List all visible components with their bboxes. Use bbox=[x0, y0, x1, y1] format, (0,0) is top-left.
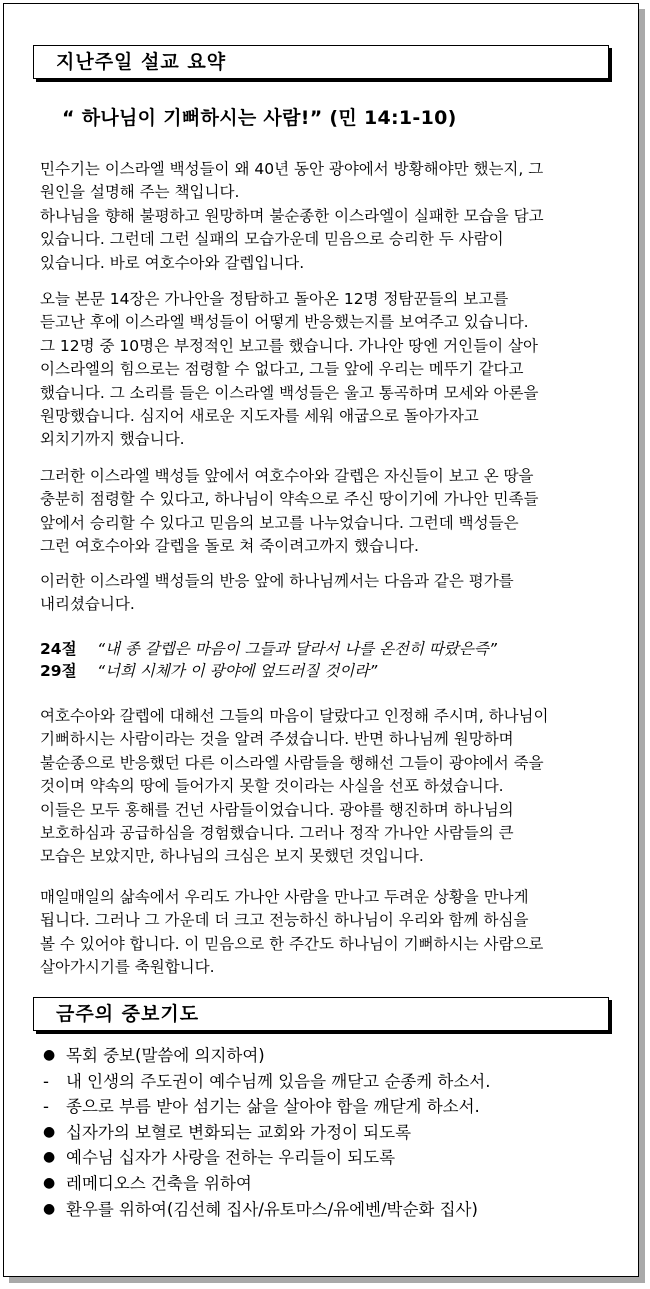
prayer-item bbox=[43, 1094, 491, 1120]
prayer-item bbox=[43, 1197, 491, 1223]
text-line: 불순종으로 반응했던 다른 이스라엘 사람들을 행해선 그들이 광야에서 죽을 bbox=[40, 753, 544, 772]
text-line: 했습니다. 그 소리를 들은 이스라엘 백성들은 울고 통곡하며 모세와 아론을 bbox=[40, 383, 539, 402]
verse-text: “너희 시체가 이 광야에 엎드러질 것이라” bbox=[97, 662, 378, 680]
text-line: 이러한 이스라엘 백성들의 반응 앞에 하나님께서는 다음과 같은 평가를 bbox=[40, 572, 514, 590]
prayer-text: 십자가의 보혈로 변화되는 교회와 가정이 되도록 bbox=[66, 1122, 412, 1142]
sermon-title: “ 하나님이 기뻐하시는 사람!” (민 14:1-10) bbox=[62, 107, 457, 129]
text-line: 충분히 점령할 수 있다고, 하나님이 약속으로 주신 땅이기에 가나안 민족들 bbox=[40, 490, 539, 509]
text-line: 오늘 본문 14장은 가나안을 정탐하고 돌아온 12명 정탐꾼들의 보고를 bbox=[40, 290, 509, 308]
prayer-text: 환우를 위하여(김선혜 집사/유토마스/유에벤/박순화 집사) bbox=[66, 1199, 478, 1219]
bullet-icon: ● bbox=[43, 1123, 56, 1140]
text-line: 그러한 이스라엘 백성들 앞에서 여호수아와 갈렙은 자신들이 보고 온 땅을 bbox=[40, 467, 534, 485]
prayer-item bbox=[43, 1120, 491, 1146]
verse-number: 24절 bbox=[40, 640, 77, 658]
text-line: 그런 여호수아와 갈렙을 돌로 쳐 죽이려고까지 했습니다. bbox=[40, 537, 419, 556]
text-line: 외치기까지 했습니다. bbox=[40, 430, 185, 449]
bullet-icon: ● bbox=[43, 1200, 56, 1217]
prayer-text: 목회 중보(말씀에 의지하여) bbox=[66, 1046, 265, 1065]
prayer-item bbox=[43, 1043, 491, 1069]
dash-icon: - bbox=[43, 1097, 49, 1117]
text-line: 있습니다. 바로 여호수아와 갈렙입니다. bbox=[40, 253, 305, 272]
verse-list bbox=[40, 638, 497, 682]
sermon-paragraph-1 bbox=[40, 158, 620, 275]
text-line: 앞에서 승리할 수 있다고 믿음의 보고를 나누었습니다. 그런데 백성들은 bbox=[40, 513, 519, 532]
prayer-text: 종으로 부름 받아 섬기는 삶을 살아야 함을 깨닫게 하소서. bbox=[66, 1097, 480, 1117]
sermon-section-header: 지난주일 설교 요약 bbox=[33, 45, 609, 79]
sermon-paragraph-4 bbox=[40, 570, 620, 617]
prayer-item bbox=[43, 1171, 491, 1197]
verse-item bbox=[40, 660, 497, 682]
bullet-icon: ● bbox=[43, 1047, 56, 1063]
text-line: 이스라엘의 힘으로는 점령할 수 없다고, 그들 앞에 우리는 메뚜기 같다고 bbox=[40, 360, 524, 379]
verse-item bbox=[40, 638, 497, 660]
text-line: 기뻐하시는 사람이라는 것을 알려 주셨습니다. 반면 하나님께 원망하며 bbox=[40, 730, 514, 749]
text-line: 매일매일의 삶속에서 우리도 가나안 사람을 만나고 두려운 상황을 만나게 bbox=[40, 888, 529, 906]
prayer-item bbox=[43, 1145, 491, 1171]
text-line: 있습니다. 그런데 그런 실패의 모습가운데 믿음으로 승리한 두 사람이 bbox=[40, 230, 504, 249]
text-line: 이들은 모두 홍해를 건넌 사람들이었습니다. 광야를 행진하며 하나님의 bbox=[40, 800, 514, 819]
text-line: 살아가시기를 축원합니다. bbox=[40, 958, 215, 977]
sermon-paragraph-6 bbox=[40, 886, 620, 980]
text-line: 그 12명 중 10명은 부정적인 보고를 했습니다. 가나안 땅엔 거인들이 살아 bbox=[40, 336, 538, 355]
text-line: 민수기는 이스라엘 백성들이 왜 40년 동안 광야에서 방황해야만 했는지, 그 bbox=[40, 160, 544, 178]
text-line: 내리셨습니다. bbox=[40, 595, 135, 614]
text-line: 원인을 설명해 주는 책입니다. bbox=[40, 183, 240, 202]
text-line: 모습은 보았지만, 하나님의 크심은 보지 못했던 것입니다. bbox=[40, 847, 424, 866]
text-line: 볼 수 있어야 합니다. 이 믿음으로 한 주간도 하나님이 기뻐하시는 사람으로 bbox=[40, 934, 544, 953]
prayer-section-header: 금주의 중보기도 bbox=[33, 997, 609, 1031]
prayer-item bbox=[43, 1069, 491, 1095]
text-line: 보호하심과 공급하심을 경험했습니다. 그러나 정작 가나안 사람들의 큰 bbox=[40, 823, 514, 842]
prayer-list bbox=[43, 1043, 491, 1222]
verse-text: “내 종 갈렙은 마음이 그들과 달라서 나를 온전히 따랐은즉” bbox=[97, 640, 497, 658]
text-line: 것이며 약속의 땅에 들어가지 못할 것이라는 사실을 선포 하셨습니다. bbox=[40, 777, 504, 796]
text-line: 됩니다. 그러나 그 가운데 더 크고 전능하신 하나님이 우리와 함께 하심을 bbox=[40, 911, 529, 930]
verse-number: 29절 bbox=[40, 662, 77, 680]
prayer-text: 내 인생의 주도권이 예수님께 있음을 깨닫고 순종케 하소서. bbox=[66, 1071, 491, 1091]
sermon-paragraph-5 bbox=[40, 705, 620, 869]
text-line: 여호수아와 갈렙에 대해선 그들의 마음이 달랐다고 인정해 주시며, 하나님이 bbox=[40, 707, 549, 725]
prayer-text: 레메디오스 건축을 위하여 bbox=[66, 1173, 252, 1193]
bullet-icon: ● bbox=[43, 1149, 56, 1166]
text-line: 하나님을 향해 불평하고 원망하며 불순종한 이스라엘이 실패한 모습을 담고 bbox=[40, 206, 544, 225]
dash-icon: - bbox=[43, 1071, 49, 1091]
text-line: 원망했습니다. 심지어 새로운 지도자를 세워 애굽으로 돌아가자고 bbox=[40, 406, 479, 425]
prayer-text: 예수님 십자가 사랑을 전하는 우리들이 되도록 bbox=[66, 1148, 396, 1168]
text-line: 듣고난 후에 이스라엘 백성들이 어떻게 반응했는지를 보여주고 있습니다. bbox=[40, 313, 529, 332]
sermon-paragraph-2 bbox=[40, 288, 620, 452]
sermon-paragraph-3 bbox=[40, 465, 620, 559]
bullet-icon: ● bbox=[43, 1174, 56, 1191]
